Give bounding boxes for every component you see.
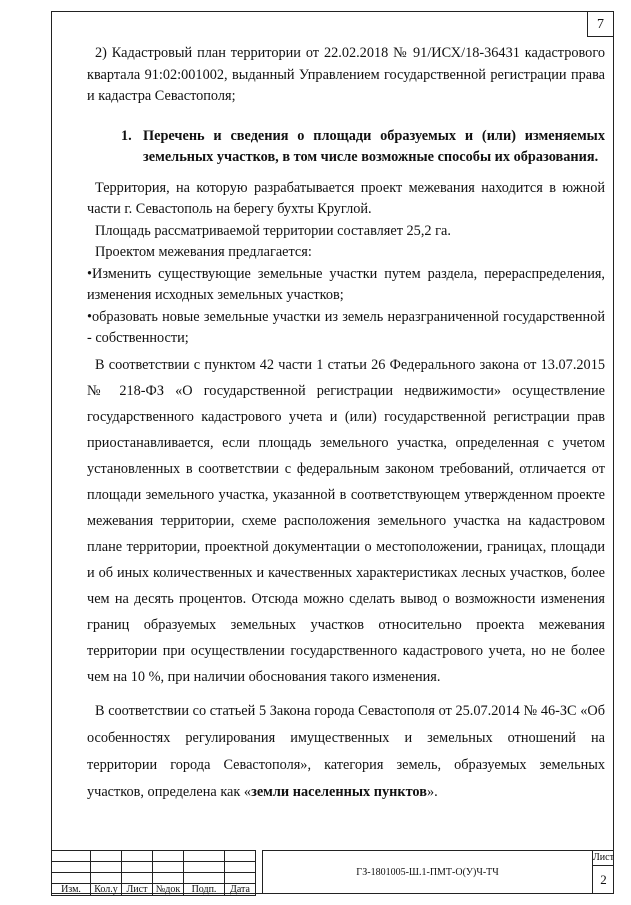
sheet-number: 2 bbox=[600, 872, 607, 887]
area-paragraph: Площадь рассматриваемой территории составляет 25,2 га. bbox=[95, 222, 451, 239]
header-ndok: №док bbox=[153, 884, 184, 896]
header-data: Дата bbox=[225, 884, 256, 896]
sevastopol-law-paragraph bbox=[87, 698, 605, 806]
heading-text: Перечень и сведения о площади образуемых и (или) изменяемых земельных участков, в том числе возможные способы их образования. bbox=[143, 127, 605, 165]
header-list: Лист bbox=[122, 884, 153, 896]
header-izm: Изм. bbox=[52, 884, 91, 896]
section-heading bbox=[121, 126, 605, 168]
territory-paragraph: Территория, на которую разрабатывается проект межевания находится в южной части г. Севастополь на берегу бухты Круглой. bbox=[87, 179, 605, 217]
proposed-paragraph: Проектом межевания предлагается: bbox=[95, 244, 312, 260]
land-category: земли населенных пунктов bbox=[251, 783, 427, 800]
document-body bbox=[87, 43, 605, 806]
sevastopol-law-end: ». bbox=[426, 783, 438, 800]
revision-table bbox=[51, 850, 256, 896]
law-paragraph: В соответствии с пунктом 42 части 1 статьи 26 Федерального закона от 13.07.2015 № 218-ФЗ «О государственной регистрации недвижимости» осуществление государственного кадастрового учета и (или) государственной регистрации прав приостанавливается, если площадь земельного участка, определенная с учетом установленных в соответствии с федеральным законом требований, отличается от площади земельного участка, указанной в соответствующем утвержденном проекте межевания территории, схеме расположения земельного участка на кадастровом плане территории, проектной документации о местоположении, границах, площади и об иных количественных и качественных характеристиках лесных участков, более чем на десять процентов. Отсюда можно сделать вывод о возможности изменения границ образуемых земельных участков относительно проекта межевания территории при осуществлении государственного кадастрового учета, но не более чем на 10 %, при наличии обоснования такого изменения. bbox=[87, 356, 605, 685]
header-kolu: Кол.у bbox=[91, 884, 122, 896]
sheet-label: Лист bbox=[593, 851, 614, 866]
sevastopol-law-text: В соответствии со статьей 5 Закона города Севастополя от 25.07.2014 № 46-ЗС «Об особенностях регулирования имущественных и земельных отношений на территории города Севастополя», категория земель, образуемых земельных участков, определена как « bbox=[87, 702, 605, 800]
cadastral-paragraph: 2) Кадастровый план территории от 22.02.2018 № 91/ИСХ/18-36431 кадастрового квартала 91:02:001002, выданный Управлением государственной регистрации права и кадастра Севастополя; bbox=[87, 45, 605, 104]
bullet-item-change: •Изменить существующие земельные участки путем раздела, перераспределения, изменения исходных земельных участков; bbox=[87, 265, 605, 303]
sheet-box bbox=[592, 850, 614, 894]
title-block-stamp bbox=[51, 850, 614, 894]
bullet-item-create: •образовать новые земельные участки из земель неразграниченной государственной - собственности; bbox=[87, 308, 605, 346]
heading-number: 1. bbox=[121, 127, 132, 144]
page-number-top: 7 bbox=[587, 12, 613, 37]
header-podp: Подп. bbox=[184, 884, 225, 896]
document-code: ГЗ-1801005-Ш.1-ПМТ-О(У)Ч-ТЧ bbox=[262, 850, 592, 894]
